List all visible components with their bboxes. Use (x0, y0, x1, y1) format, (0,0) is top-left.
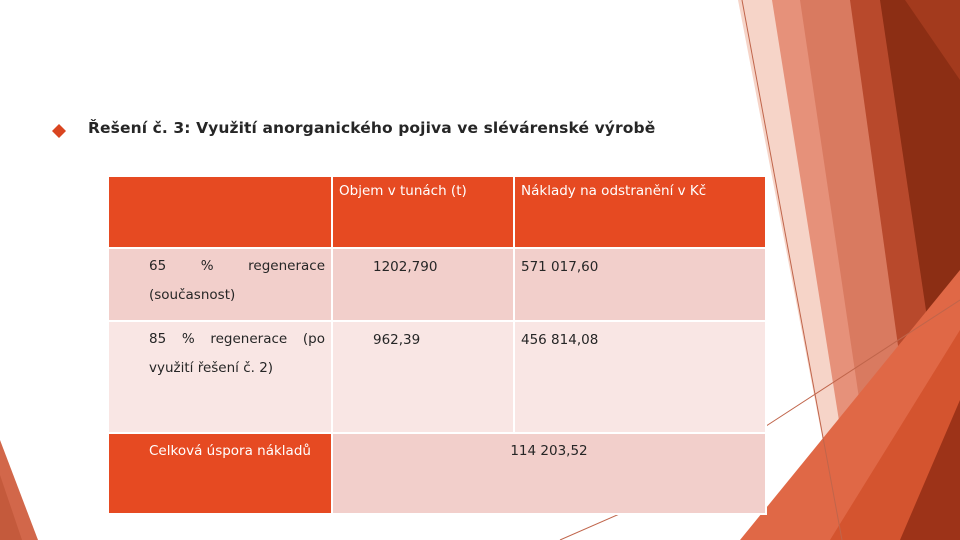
summary-label: Celková úspora nákladů (149, 443, 311, 459)
row-label (108, 248, 332, 321)
row-cost-value: 456 814,08 (521, 332, 599, 348)
table-row (108, 248, 766, 321)
summary-label-cell (108, 433, 332, 514)
header-cost-label: Náklady na odstranění v Kč (521, 183, 707, 199)
row-volume (332, 321, 514, 433)
row-volume (332, 248, 514, 321)
cost-table (107, 175, 767, 515)
row-volume-value: 962,39 (373, 332, 421, 348)
header-cost (514, 176, 766, 248)
header-volume (332, 176, 514, 248)
header-volume-label: Objem v tunách (t) (339, 183, 467, 199)
row-label (108, 321, 332, 433)
row-label-line2: využití řešení č. 2) (149, 360, 274, 376)
diamond-bullet-icon (52, 124, 66, 138)
row-label-line1: 65 % regenerace (149, 258, 325, 274)
row-cost (514, 321, 766, 433)
header-empty-cell (108, 176, 332, 248)
summary-row (108, 433, 766, 514)
row-label-line2: (současnost) (149, 287, 236, 303)
row-cost-value: 571 017,60 (521, 259, 599, 275)
row-label-line1: 85 % regenerace (po (149, 331, 325, 347)
summary-value: 114 203,52 (332, 433, 766, 514)
row-cost (514, 248, 766, 321)
table-header-row (108, 176, 766, 248)
table-row (108, 321, 766, 433)
slide-heading: Řešení č. 3: Využití anorganického pojiva ve slévárenské výrobě (88, 119, 656, 137)
row-volume-value: 1202,790 (373, 259, 438, 275)
